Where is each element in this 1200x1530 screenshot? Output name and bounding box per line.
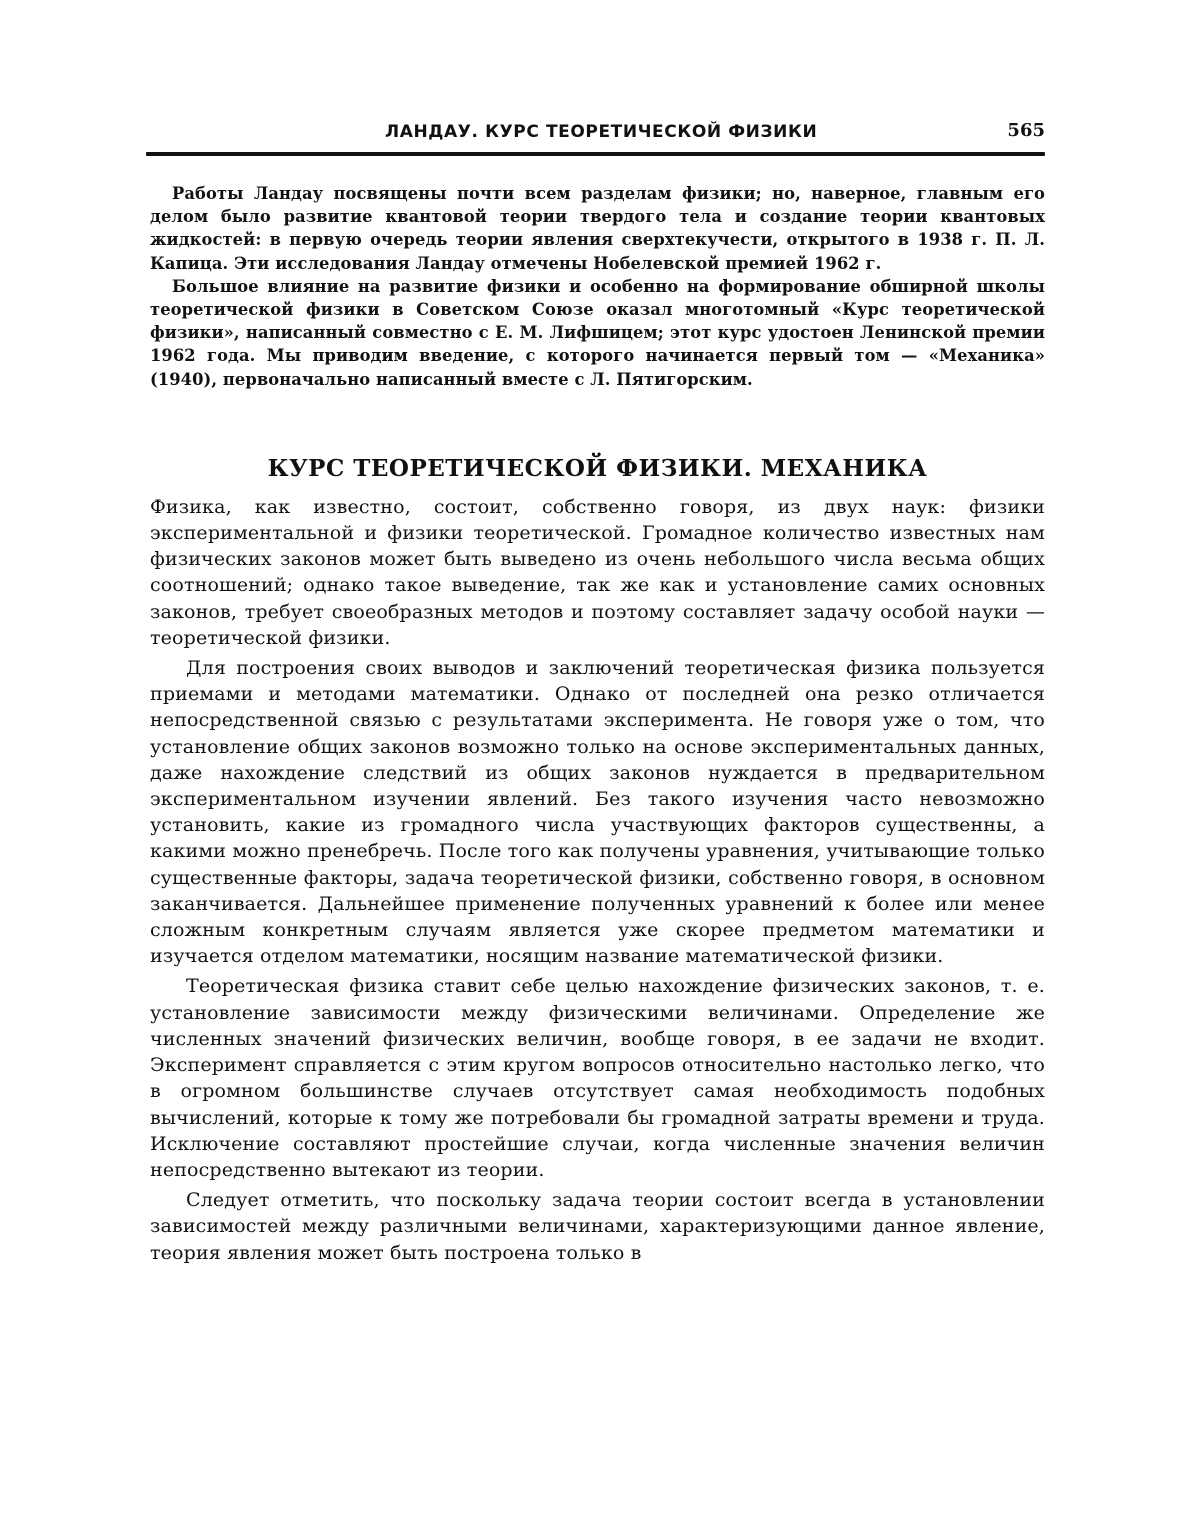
section-title: КУРС ТЕОРЕТИЧЕСКОЙ ФИЗИКИ. МЕХАНИКА xyxy=(150,455,1045,482)
intro-block xyxy=(150,182,1045,391)
intro-paragraph: Работы Ландау посвящены почти всем разделам физики; но, наверное, главным его делом было развитие квантовой теории твердого тела и создание теории квантовых жидкостей: в первую очередь теории явления сверхтекучести, открытого в 1938 г. П. Л. Капица. Эти исследования Ландау отмечены Нобелевской премией 1962 г. xyxy=(150,182,1045,275)
body-paragraph: Для построения своих выводов и заключений теоретическая физика пользуется приемами и методами математики. Однако от последней она резко отличается непосредственной связью с результатами эксперимента. Не говоря уже о том, что установление общих законов возможно только на основе экспериментальных данных, даже нахождение следствий из общих законов нуждается в предварительном экспериментальном изучении явлений. Без такого изучения часто невозможно установить, какие из громадного числа участвующих факторов существенны, а какими можно пренебречь. После того как получены уравнения, учитывающие только существенные факторы, задача теоретической физики, собственно говоря, в основном заканчивается. Дальнейшее применение полученных уравнений к более или менее сложным конкретным случаям является уже скорее предметом математики и изучается отделом математики, носящим название математической физики. xyxy=(150,655,1045,969)
running-title: ЛАНДАУ. КУРС ТЕОРЕТИЧЕСКОЙ ФИЗИКИ xyxy=(385,122,817,142)
running-header xyxy=(150,118,1045,152)
section-body xyxy=(150,494,1045,1266)
page-number: 565 xyxy=(1007,120,1045,141)
body-paragraph: Теоретическая физика ставит себе целью нахождение физических законов, т. е. установление зависимости между физическими величинами. Определение же численных значений физических величин, вообще говоря, в ее задачи не входит. Эксперимент справляется с этим кругом вопросов относительно настолько легко, что в огромном большинстве случаев отсутствует самая необходимость подобных вычислений, которые к тому же потребовали бы громадной затраты времени и труда. Исключение составляют простейшие случаи, когда численные значения величин непосредственно вытекают из теории. xyxy=(150,973,1045,1183)
body-paragraph: Физика, как известно, состоит, собственно говоря, из двух наук: физики экспериментальной и физики теоретической. Громадное количество известных нам физических законов может быть выведено из очень небольшого числа весьма общих соотношений; однако такое выведение, так же как и установление самих основных законов, требует своеобразных методов и поэтому составляет задачу особой науки — теоретической физики. xyxy=(150,494,1045,651)
header-rule xyxy=(146,152,1045,156)
body-paragraph: Следует отметить, что поскольку задача теории состоит всегда в установлении зависимостей между различными величинами, характеризующими данное явление, теория явления может быть построена только в xyxy=(150,1187,1045,1266)
document-page xyxy=(150,118,1045,1270)
intro-paragraph: Большое влияние на развитие физики и особенно на формирование обширной школы теоретической физики в Советском Союзе оказал многотомный «Курс теоретической физики», написанный совместно с Е. М. Лифшицем; этот курс удостоен Ленинской премии 1962 года. Мы приводим введение, с которого начинается первый том — «Механика» (1940), первоначально написанный вместе с Л. Пятигорским. xyxy=(150,275,1045,391)
